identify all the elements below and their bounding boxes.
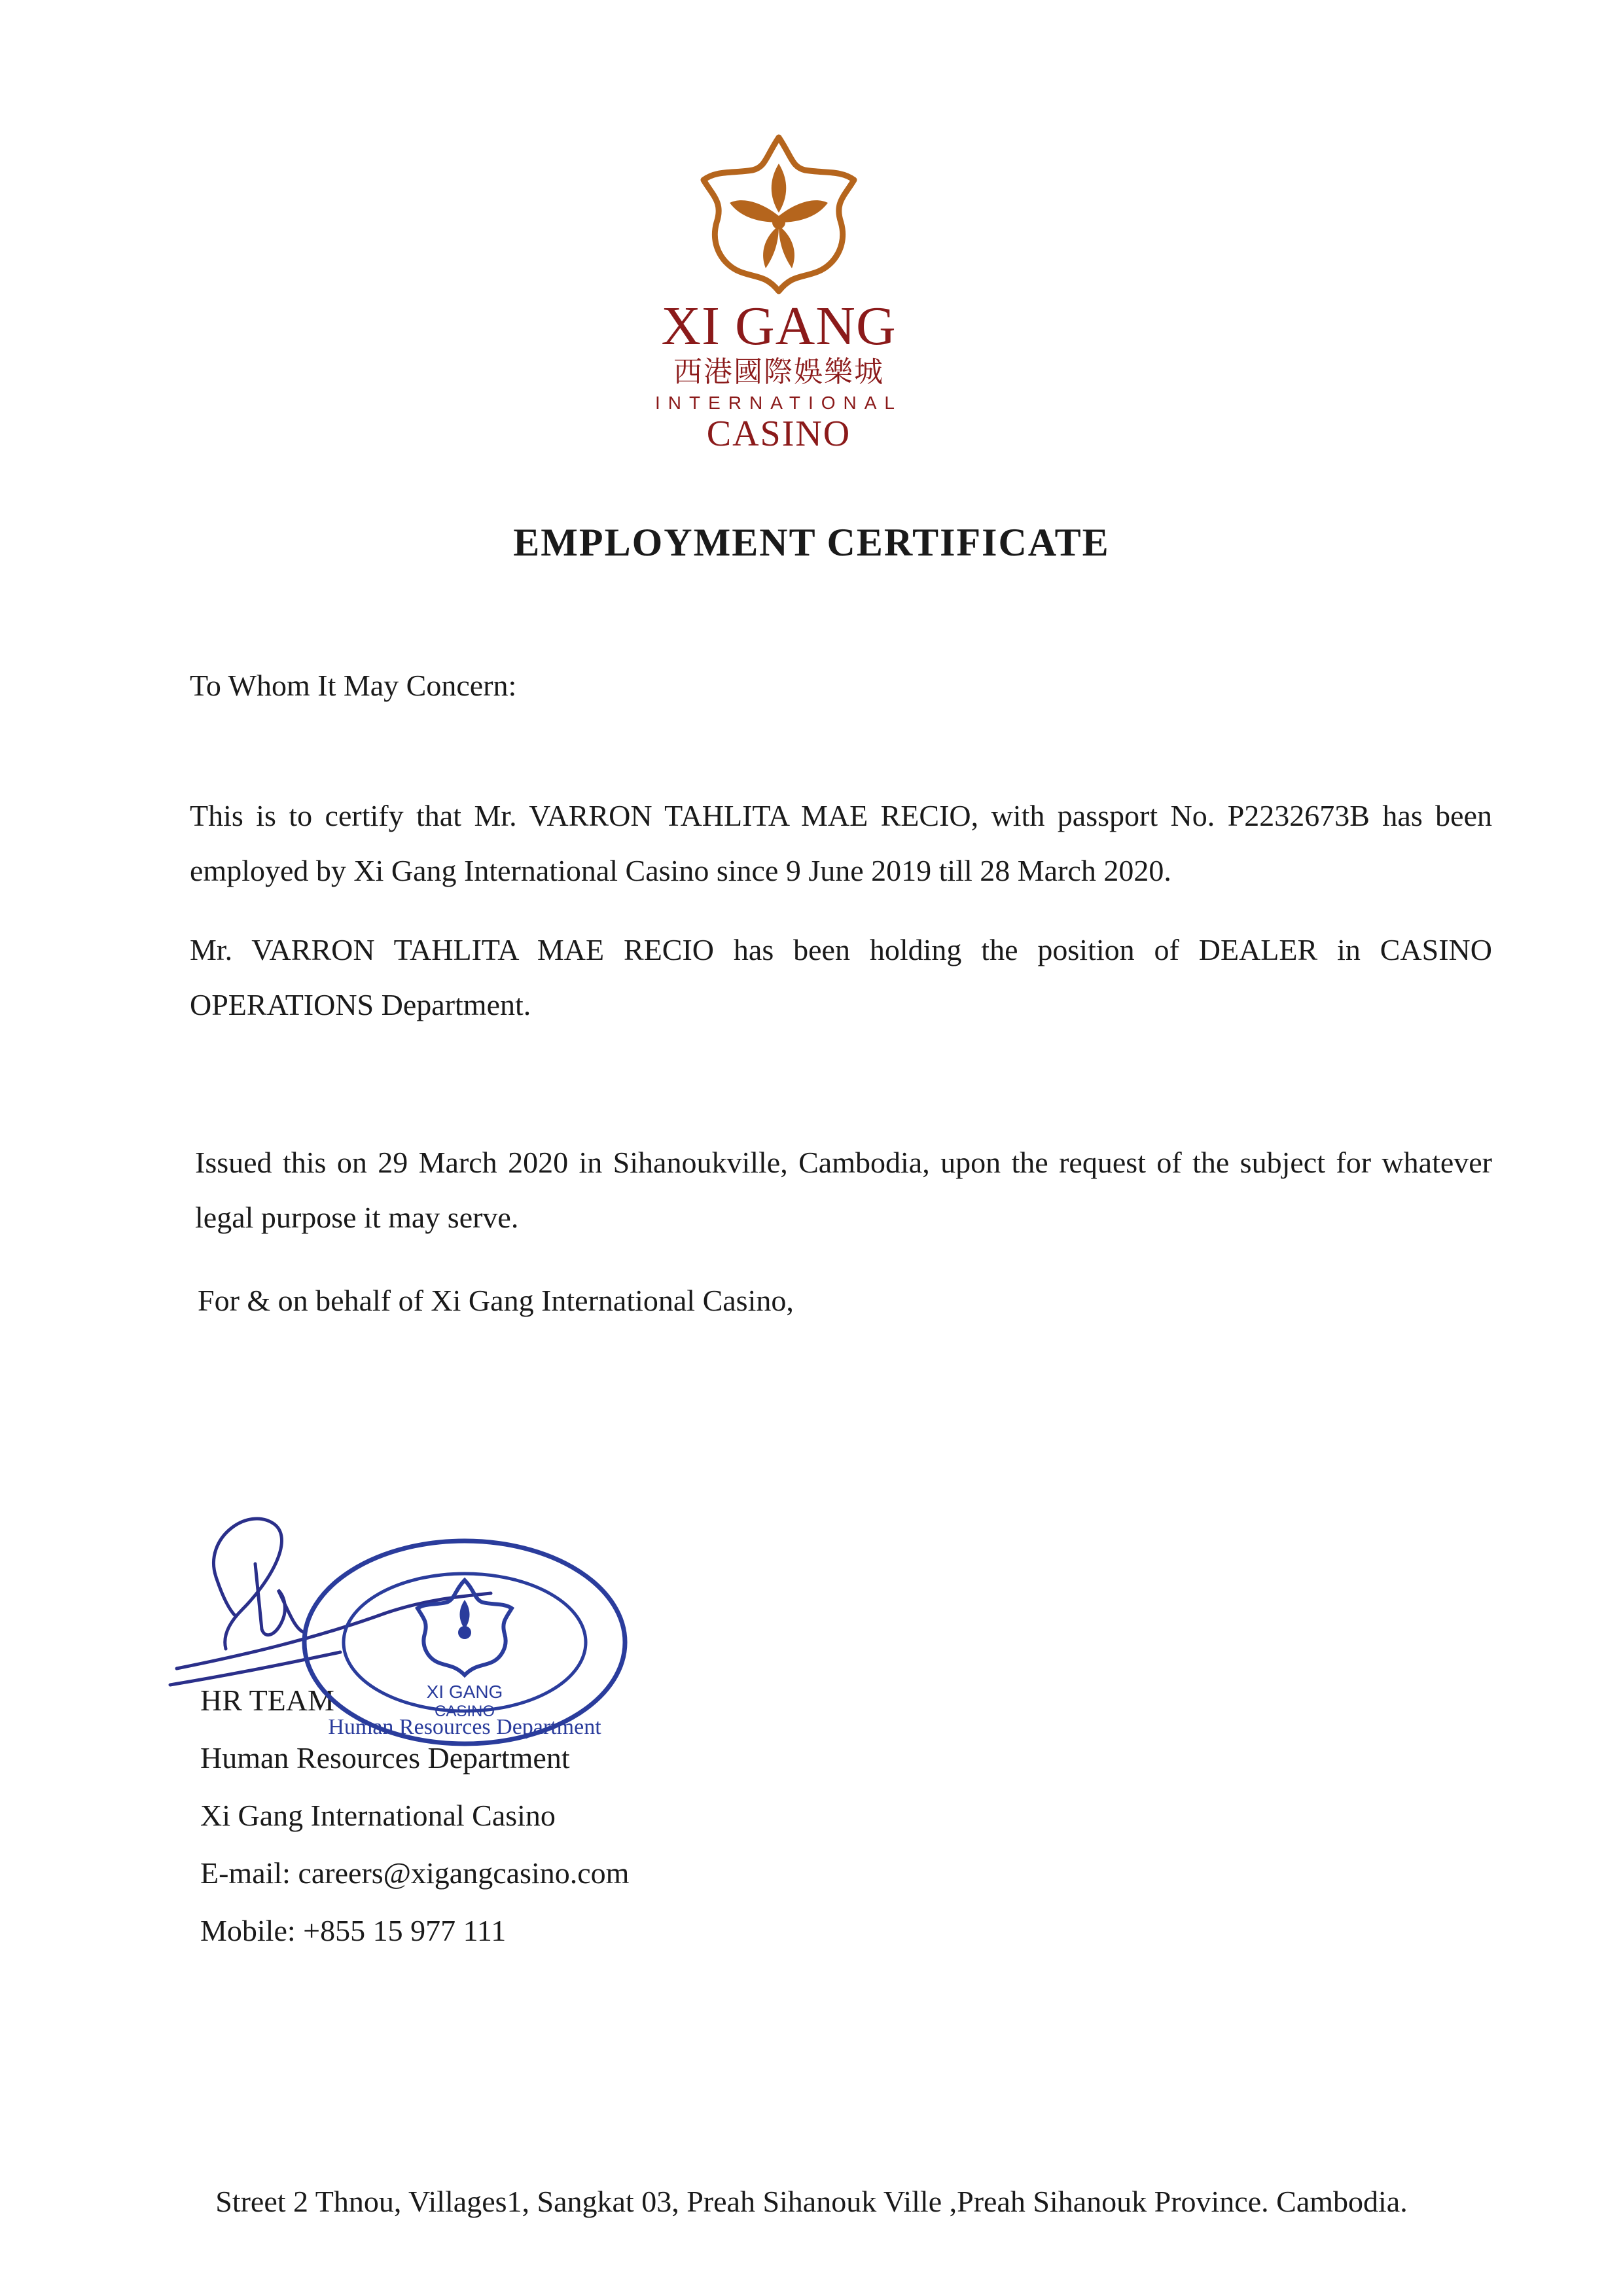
salutation: To Whom It May Concern: [190, 669, 517, 702]
signatory-mobile: Mobile: +855 15 977 111 [200, 1914, 507, 1947]
position-paragraph: Mr. VARRON TAHLITA MAE RECIO has been holding the position of DEALER in CASINO OPERATIONS Department. [190, 933, 1492, 1021]
certification-paragraph: This is to certify that Mr. VARRON TAHLITA MAE RECIO, with passport No. P2232673B has been employed by Xi Gang International Casino since 9 June 2019 till 28 March 2020. [190, 799, 1492, 887]
company-stamp-icon [298, 1534, 632, 1750]
behalf-line: For & on behalf of Xi Gang International Casino, [198, 1284, 794, 1317]
signatory-team: HR TEAM [200, 1684, 334, 1717]
issuance-paragraph: Issued this on 29 March 2020 in Sihanoukville, Cambodia, upon the request of the subject for whatever legal purpose it may serve. [195, 1146, 1492, 1234]
stamp-center-line1: XI GANG [426, 1682, 503, 1702]
lotus-emblem-icon [694, 131, 864, 294]
logo-international-text: INTERNATIONAL [655, 393, 902, 413]
footer-address: Street 2 Thnou, Villages1, Sangkat 03, Preah Sihanouk Ville ,Preah Sihanouk Province. Cambodia. [215, 2185, 1408, 2218]
stamp-bottom-text: Human Resources Department [328, 1715, 601, 1739]
signatory-company: Xi Gang International Casino [200, 1799, 556, 1832]
stamp-center-line2: CASINO [434, 1703, 495, 1720]
logo-casino-text: CASINO [706, 414, 851, 454]
logo-brand-text: XI GANG [661, 296, 897, 357]
signatory-department: Human Resources Department [200, 1741, 570, 1775]
signatory-email: E-mail: careers@xigangcasino.com [200, 1856, 630, 1890]
document-title: EMPLOYMENT CERTIFICATE [513, 521, 1110, 564]
logo-chinese-text: 西港國際娛樂城 [673, 355, 884, 389]
company-logo [648, 131, 910, 454]
